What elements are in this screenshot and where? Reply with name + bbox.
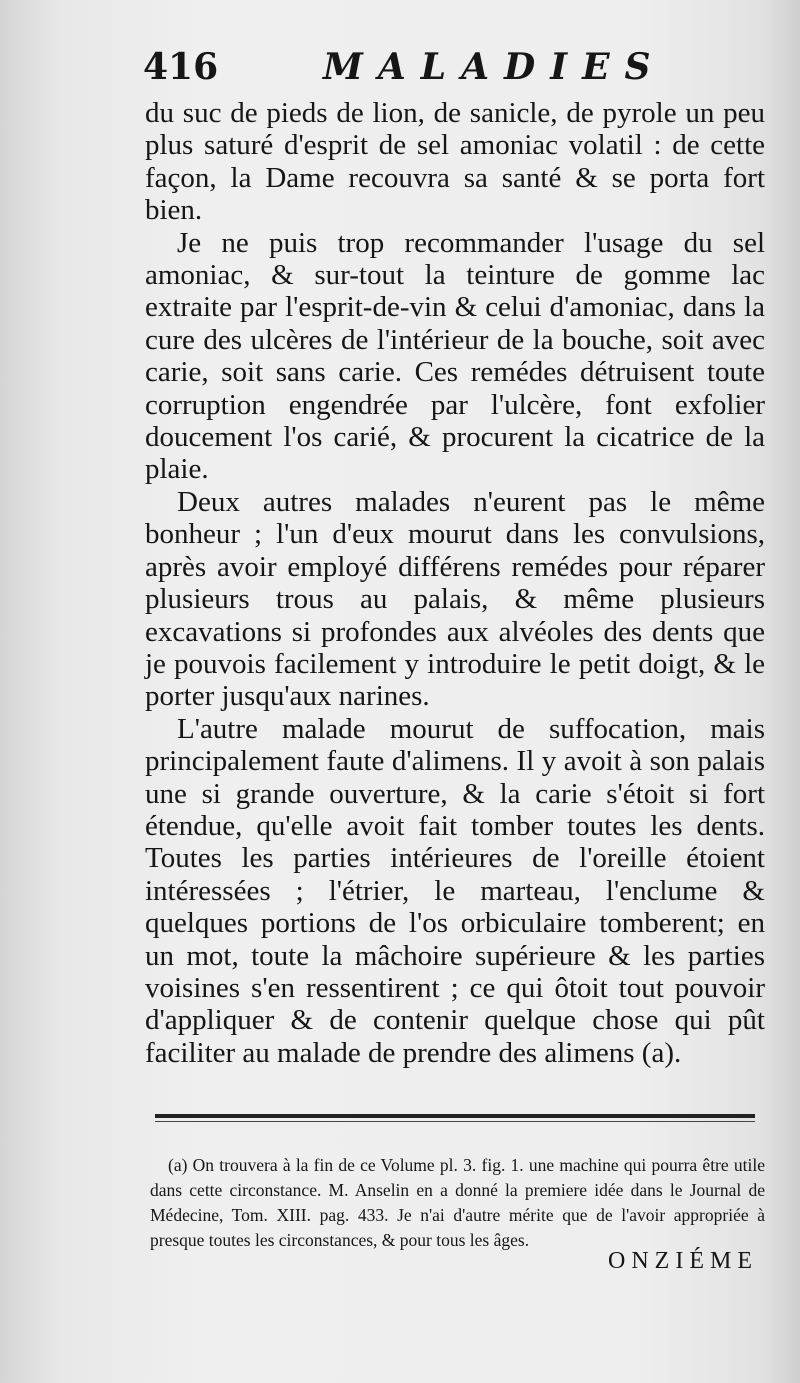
- catchword: ONZIÉME: [608, 1248, 758, 1274]
- paragraph: L'autre malade mourut de suffocation, mais principalement faute d'alimens. Il y avoit à son palais une si grande ouverture, & la carie s'étoit si fort étendue, qu'elle avoit fait tomber toutes les dents. Toutes les parties intérieures de l'oreille étoient intéressées ; l'étrier, le marteau, l'enclume & quelques portions de l'os orbiculaire tomberent; en un mot, toute la mâchoire supérieure & les parties voisines s'en ressentirent ; ce qui ôtoit tout pouvoir d'appliquer & de contenir quelque chose qui pût faciliter au malade de prendre des alimens (a).: [145, 712, 765, 1069]
- footnote-rule: [155, 1114, 755, 1118]
- page-header: [143, 46, 760, 96]
- footnote: (a) On trouvera à la fin de ce Volume pl. 3. fig. 1. une machine qui pourra être utile dans cette circonstance. M. Anselin en a donné la premiere idée dans le Journal de Médecine, Tom. XIII. pag. 433. Je n'ai d'autre mérite que de l'avoir appropriée à presque toutes les circonstances, & pour tous les âges.: [150, 1154, 765, 1250]
- paragraph-continued: du suc de pieds de lion, de sanicle, de pyrole un peu plus saturé d'esprit de sel amoniac volatil : de cette façon, la Dame recouvra sa santé & se porta fort bien.: [145, 97, 765, 227]
- footnote-rule-thin: [155, 1121, 755, 1122]
- paragraph: Je ne puis trop recommander l'usage du sel amoniac, & sur-tout la teinture de gomme lac extraite par l'esprit-de-vin & celui d'amoniac, dans la cure des ulcères de l'intérieur de la bouche, soit avec carie, soit sans carie. Ces remédes détruisent toute corruption engendrée par l'ulcère, font exfolier doucement l'os carié, & procurent la cicatrice de la plaie.: [145, 226, 765, 486]
- paragraph: Deux autres malades n'eurent pas le même bonheur ; l'un d'eux mourut dans les convulsions, après avoir employé différens remédes pour réparer plusieurs trous au palais, & même plusieurs excavations si profondes aux alvéoles des dents que je pouvois facilement y introduire le petit doigt, & le porter jusqu'aux narines.: [145, 485, 765, 713]
- running-title: MALADIES: [323, 46, 666, 88]
- body-text: [145, 97, 765, 1069]
- page-number: 416: [143, 46, 219, 88]
